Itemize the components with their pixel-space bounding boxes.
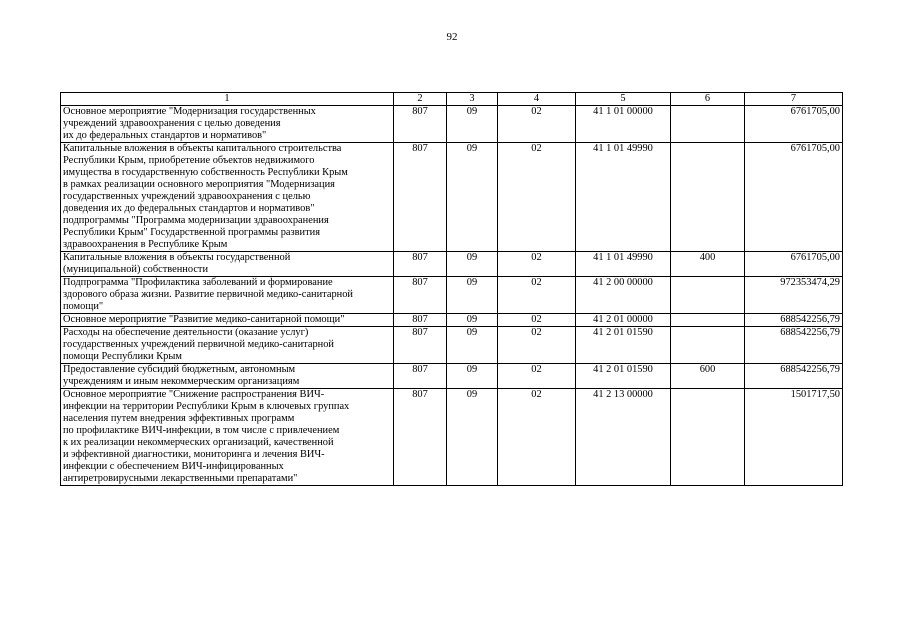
row-amount: 6761705,00 (745, 252, 843, 277)
row-col5: 41 2 01 01590 (576, 327, 671, 364)
row-col3: 09 (447, 364, 498, 389)
row-col6: 400 (671, 252, 745, 277)
row-col2: 807 (394, 277, 447, 314)
row-col2: 807 (394, 143, 447, 252)
row-col2: 807 (394, 327, 447, 364)
row-col4: 02 (498, 252, 576, 277)
table-row (61, 314, 843, 327)
row-description: Капитальные вложения в объекты капитального строительства Республики Крым, приобретение объектов недвижимого имущества в государственную собственность Республики Крым в рамках реализации основного мероприятия "Модернизация государственных учреждений здравоохранения с целью доведения их до федеральных стандартов и нормативов" подпрограммы "Программа модернизации здравоохранения Республики Крым" Государственной программы развития здравоохранения в Республике Крым (61, 143, 394, 252)
table-row (61, 364, 843, 389)
row-col5: 41 1 01 49990 (576, 252, 671, 277)
row-col2: 807 (394, 389, 447, 486)
row-col3: 09 (447, 252, 498, 277)
row-col3: 09 (447, 277, 498, 314)
header-cell-2: 2 (394, 93, 447, 106)
row-amount: 688542256,79 (745, 314, 843, 327)
table-row (61, 389, 843, 486)
row-col5: 41 2 01 01590 (576, 364, 671, 389)
row-col4: 02 (498, 389, 576, 486)
row-description: Подпрограмма "Профилактика заболеваний и формирование здорового образа жизни. Развитие первичной медико-санитарной помощи" (61, 277, 394, 314)
header-row (61, 93, 843, 106)
row-amount: 6761705,00 (745, 143, 843, 252)
row-col6: 600 (671, 364, 745, 389)
header-cell-1: 1 (61, 93, 394, 106)
row-amount: 6761705,00 (745, 106, 843, 143)
row-col5: 41 2 00 00000 (576, 277, 671, 314)
row-col2: 807 (394, 106, 447, 143)
row-col6 (671, 277, 745, 314)
row-description: Предоставление субсидий бюджетным, автономным учреждениям и иным некоммерческим организациям (61, 364, 394, 389)
row-col5: 41 2 13 00000 (576, 389, 671, 486)
row-col3: 09 (447, 314, 498, 327)
header-cell-6: 6 (671, 93, 745, 106)
row-amount: 972353474,29 (745, 277, 843, 314)
header-cell-5: 5 (576, 93, 671, 106)
header-cell-3: 3 (447, 93, 498, 106)
header-cell-7: 7 (745, 93, 843, 106)
row-col4: 02 (498, 364, 576, 389)
row-col4: 02 (498, 327, 576, 364)
row-amount: 688542256,79 (745, 364, 843, 389)
row-description: Основное мероприятие "Модернизация государственных учреждений здравоохранения с целью доведения их до федеральных стандартов и нормативов" (61, 106, 394, 143)
row-col5: 41 1 01 00000 (576, 106, 671, 143)
row-col2: 807 (394, 364, 447, 389)
row-col5: 41 1 01 49990 (576, 143, 671, 252)
header-cell-4: 4 (498, 93, 576, 106)
row-col3: 09 (447, 143, 498, 252)
row-col4: 02 (498, 143, 576, 252)
row-col5: 41 2 01 00000 (576, 314, 671, 327)
row-col3: 09 (447, 327, 498, 364)
row-col2: 807 (394, 314, 447, 327)
row-col4: 02 (498, 106, 576, 143)
row-amount: 1501717,50 (745, 389, 843, 486)
row-col4: 02 (498, 277, 576, 314)
row-col6 (671, 389, 745, 486)
page-number: 92 (446, 31, 458, 43)
row-description: Основное мероприятие "Снижение распространения ВИЧ- инфекции на территории Республики Крым в ключевых группах населения путем внедрения эффективных программ по профилактике ВИЧ-инфекции, в том числе с привлечением к их реализации некоммерческих организаций, качественной и эффективной диагностики, мониторинга и лечения ВИЧ- инфекции с обеспечением ВИЧ-инфицированных антиретровирусными лекарственными препаратами" (61, 389, 394, 486)
row-col4: 02 (498, 314, 576, 327)
row-amount: 688542256,79 (745, 327, 843, 364)
row-description: Капитальные вложения в объекты государственной (муниципальной) собственности (61, 252, 394, 277)
row-col6 (671, 314, 745, 327)
row-description: Основное мероприятие "Развитие медико-санитарной помощи" (61, 314, 394, 327)
table-row (61, 143, 843, 252)
row-col3: 09 (447, 389, 498, 486)
budget-table (60, 92, 843, 486)
row-col6 (671, 327, 745, 364)
table-row (61, 327, 843, 364)
row-col6 (671, 143, 745, 252)
row-col3: 09 (447, 106, 498, 143)
row-description: Расходы на обеспечение деятельности (оказание услуг) государственных учреждений первичной медико-санитарной помощи Республики Крым (61, 327, 394, 364)
table-row (61, 106, 843, 143)
row-col2: 807 (394, 252, 447, 277)
table-row (61, 252, 843, 277)
table-row (61, 277, 843, 314)
row-col6 (671, 106, 745, 143)
